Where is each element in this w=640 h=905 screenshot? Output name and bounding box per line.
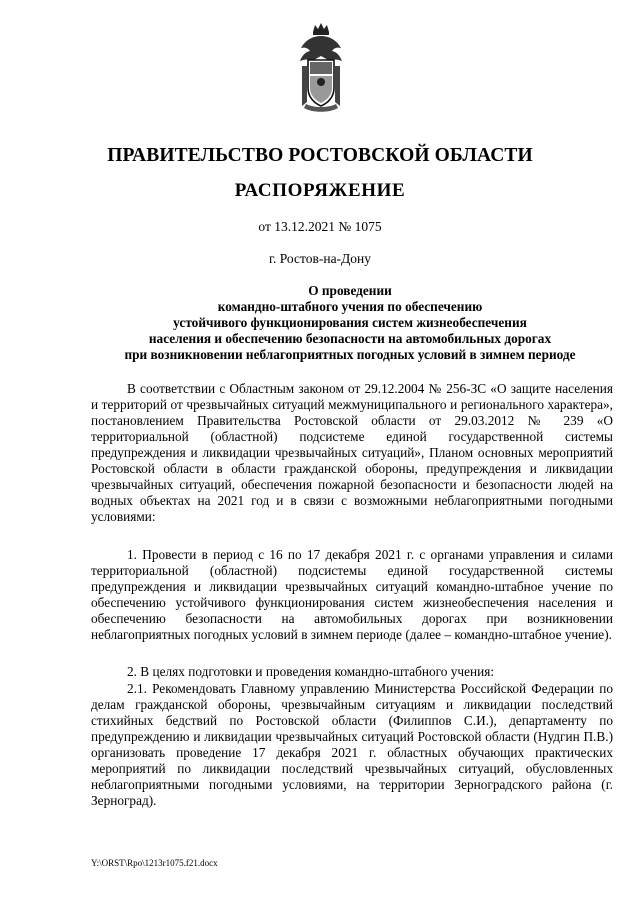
item-2-paragraph: 2. В целях подготовки и проведения командно-штабного учения: [127,664,495,679]
subject-line: устойчивого функционирования систем жизнеобеспечения [173,315,527,330]
subject-line: при возникновении неблагоприятных погодных условий в зимнем периоде [124,347,576,362]
subject-line: населения и обеспечению безопасности на автомобильных дорогах [148,331,552,346]
subject-line: командно-штабного учения по обеспечению [217,299,483,314]
subject-line: О проведении [308,283,392,298]
coat-of-arms-icon [296,22,346,116]
file-path-footer: Y:\ORST\Rpo\1213r1075.f21.docx [91,858,218,868]
preamble-paragraph: В соответствии с Областным законом от 29.12.2004 № 256-ЗС «О защите населения и территорий от чрезвычайных ситуаций межмуниципального и регионального характера», постановлением Правительства Ростовской области от 29.03.2012 № 239 «О территориальной (областной) подсистеме единой государственной системы предупреждения и ликвидации чрезвычайных ситуаций», Планом основных мероприятий Ростовской области в области гражданской обороны, предупреждения и ликвидации чрезвычайных ситуаций, обеспечения пожарной безопасности и безопасности людей на водных объектах на 2021 год и в связи с возможными неблагоприятными погодными условиями: [91,381,613,524]
item-2-1-paragraph: 2.1. Рекомендовать Главному управлению Министерства Российской Федерации по делам гражданской обороны, чрезвычайным ситуациям и ликвидации последствий стихийных бедствий по Ростовской области (Филиппов С.И.), департаменту по предупреждению и ликвидации чрезвычайных ситуаций Ростовской области (Нудгин П.В.) организовать проведение 17 декабря 2021 г. областных обучающих практических мероприятий по ликвидации последствий чрезвычайных ситуаций, обусловленных неблагоприятными погодными условиями, на территории Зерноградского района (г. Зерноград). [91,681,613,808]
document-number-date: от 13.12.2021 № 1075 [258,219,382,234]
document-place: г. Ростов-на-Дону [268,251,371,266]
document-subject [80,283,620,363]
document-type-heading: РАСПОРЯЖЕНИЕ [234,180,406,201]
item-1-paragraph: 1. Провести в период с 16 по 17 декабря 2021 г. с органами управления и силами территориальной (областной) подсистемы единой государственной системы предупреждения и ликвидации чрезвычайных ситуаций командно-штабное учение по обеспечению устойчивого функционирования систем жизнеобеспечения населения и обеспечению безопасности на автомобильных дорогах при возникновении неблагоприятных погодных условий в зимнем периоде (далее – командно-штабное учение). [91,547,613,642]
government-title: ПРАВИТЕЛЬСТВО РОСТОВСКОЙ ОБЛАСТИ [107,145,533,166]
